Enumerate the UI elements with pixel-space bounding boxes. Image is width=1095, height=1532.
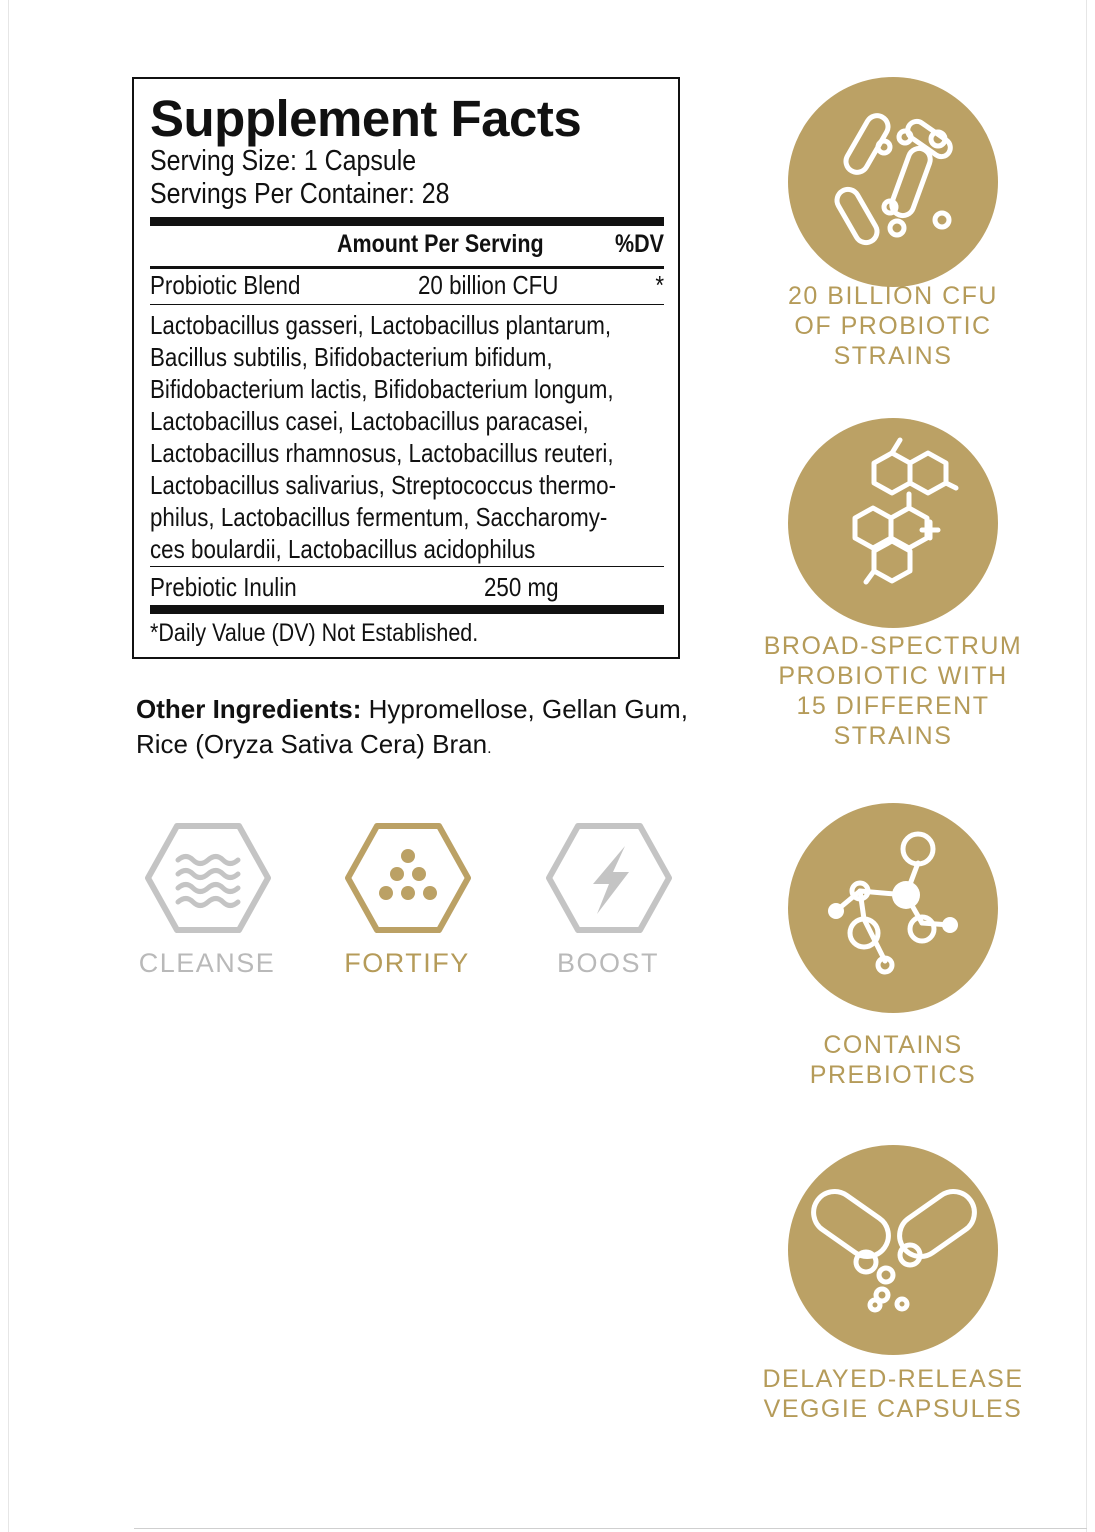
probiotic-blend-name: Probiotic Blend <box>150 270 301 300</box>
badge-prebiotics <box>788 803 998 1013</box>
badge-label-broad <box>740 631 1046 751</box>
servings-per-container: Servings Per Container: 28 <box>150 178 450 210</box>
facts-title: Supplement Facts <box>150 90 582 147</box>
strain-line: Lactobacillus gasseri, Lactobacillus plantarum, <box>150 310 612 340</box>
capsule-icon <box>788 1145 998 1355</box>
badge-label-line: STRAINS <box>833 342 953 370</box>
probiotic-blend-dv: * <box>655 270 664 300</box>
badge-label-line: PREBIOTICS <box>809 1061 977 1089</box>
thick-rule-bottom <box>150 605 664 614</box>
hex-label-boost: BOOST <box>556 948 659 978</box>
badge-label-line: STRAINS <box>833 722 953 750</box>
badge-label-line: PROBIOTIC WITH <box>778 662 1008 690</box>
badge-probiotic-cfu <box>788 77 998 287</box>
supplement-facts-panel <box>132 77 680 659</box>
other-ingredients <box>136 692 696 766</box>
dots-icon <box>344 822 472 934</box>
badge-label-line: CONTAINS <box>823 1031 963 1059</box>
row-rule-2 <box>150 566 664 567</box>
badge-label-cfu <box>740 281 1046 371</box>
badge-broad-spectrum <box>788 418 998 628</box>
badge-label-prebiotics <box>740 1030 1046 1090</box>
hex-label-fortify: FORTIFY <box>344 948 470 978</box>
hexagon-molecule-icon <box>788 418 998 628</box>
probiotic-blend-amount: 20 billion CFU <box>418 270 559 300</box>
strain-line: philus, Lactobacillus fermentum, Saccharomy- <box>150 502 608 532</box>
badge-label-line: VEGGIE CAPSULES <box>763 1395 1023 1423</box>
strain-line: Lactobacillus salivarius, Streptococcus thermo- <box>150 470 617 500</box>
page-edge-right <box>1086 0 1087 1532</box>
badge-label-line: BROAD-SPECTRUM <box>763 632 1023 660</box>
page-edge-left <box>8 0 9 1532</box>
strain-line: ces boulardii, Lactobacillus acidophilus <box>150 534 536 564</box>
strain-list <box>150 309 657 565</box>
prebiotic-inulin-name: Prebiotic Inulin <box>150 572 297 602</box>
molecule-nodes-icon <box>788 803 998 1013</box>
prebiotic-inulin-amount: 250 mg <box>484 572 559 602</box>
hex-label-cleanse: CLEANSE <box>138 948 276 978</box>
row-rule-1 <box>150 304 664 305</box>
waves-icon <box>144 822 272 934</box>
badge-label-line: OF PROBIOTIC <box>794 312 992 340</box>
thick-rule-top <box>150 217 664 226</box>
header-rule <box>150 266 664 269</box>
strain-line: Bacillus subtilis, Bifidobacterium bifidum, <box>150 342 553 372</box>
lightning-icon <box>545 822 673 934</box>
other-ingredients-label: Other Ingredients: <box>136 694 362 724</box>
badge-label-line: DELAYED-RELEASE <box>762 1365 1024 1393</box>
other-ingredients-period: . <box>487 740 492 757</box>
serving-size: Serving Size: 1 Capsule <box>150 145 417 177</box>
bacteria-icon <box>788 77 998 287</box>
strain-line: Bifidobacterium lactis, Bifidobacterium longum, <box>150 374 614 404</box>
strain-line: Lactobacillus rhamnosus, Lactobacillus reuteri, <box>150 438 614 468</box>
bottom-divider <box>134 1528 1087 1529</box>
badge-label-line: 15 DIFFERENT <box>796 692 990 720</box>
strain-line: Lactobacillus casei, Lactobacillus paracasei, <box>150 406 589 436</box>
facts-footnote: *Daily Value (DV) Not Established. <box>150 619 479 647</box>
header-dv: %DV <box>615 230 664 258</box>
badge-label-line: 20 BILLION CFU <box>788 282 998 310</box>
other-ingredients-text: Hypromellose, Gellan Gum, Rice (Oryza Sativa Cera) Bran <box>136 694 688 759</box>
badge-capsules <box>788 1145 998 1355</box>
header-amount-per-serving: Amount Per Serving <box>337 230 544 258</box>
badge-label-capsules <box>740 1364 1046 1424</box>
